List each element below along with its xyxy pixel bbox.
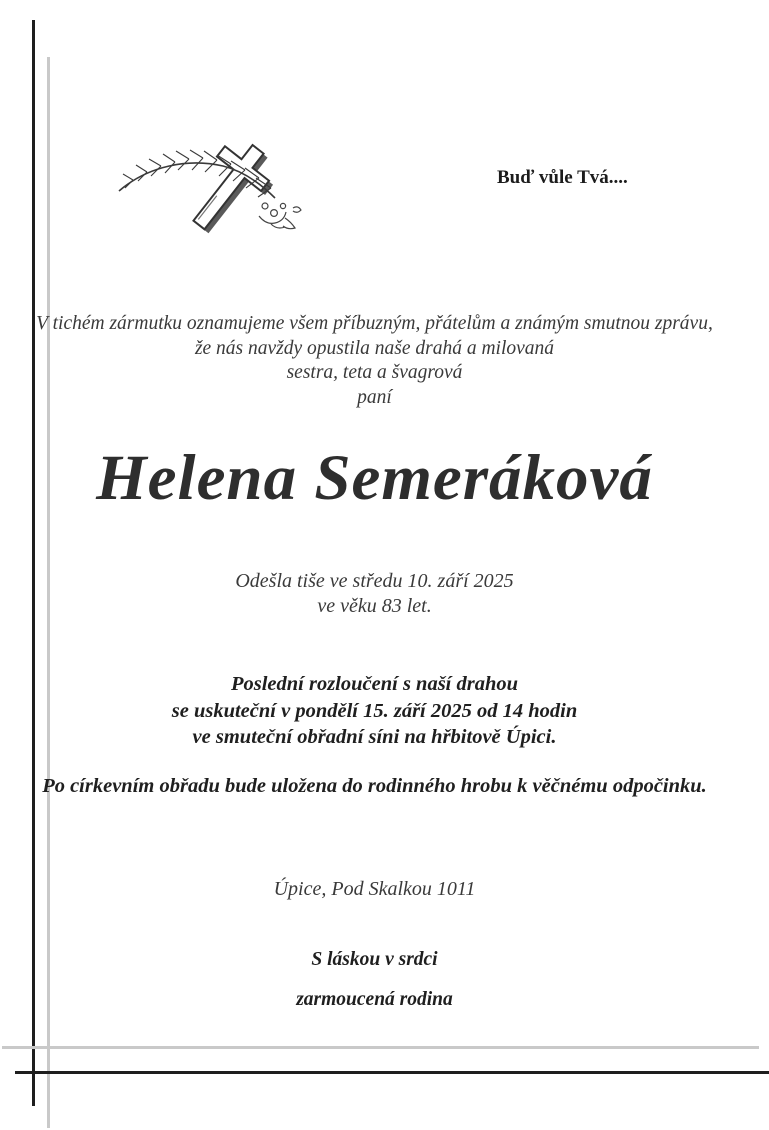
announcement-line-1: V tichém zármutku oznamujeme všem příbuzným, přátelům a známým smutnou zprávu, [36, 313, 713, 334]
border-line-horizontal-dark [15, 1071, 769, 1074]
flowers-icon [259, 203, 301, 229]
announcement-line-3: sestra, teta a švagrová [286, 362, 463, 383]
passing-line-1: Odešla tiše ve středu 10. září 2025 [235, 570, 514, 592]
motto-text: Buď vůle Tvá.... [497, 167, 628, 188]
passing-details [0, 569, 749, 619]
address-line: Úpice, Pod Skalkou 1011 [273, 878, 476, 900]
announcement-line-4: paní [357, 386, 392, 408]
closing-line-1: S láskou v srdci [311, 949, 438, 970]
ceremony-line-1: Poslední rozloučení s naší drahou [230, 673, 519, 695]
announcement-line-2: že nás navždy opustila naše drahá a milovaná [194, 337, 555, 359]
announcement-paragraph [0, 312, 749, 410]
closing-line-2: zarmoucená rodina [296, 989, 453, 1010]
border-line-horizontal-light [2, 1046, 759, 1049]
ceremony-details [0, 671, 749, 751]
ceremony-line-3: ve smuteční obřadní síni na hřbitově Úpici. [192, 726, 557, 748]
ceremony-line-2: se uskuteční v pondělí 15. září 2025 od 14 hodin [171, 699, 578, 722]
burial-note: Po církevním obřadu bude uložena do rodinného hrobu k věčnému odpočinku. [42, 775, 707, 797]
cross-and-palm-illustration [113, 136, 313, 248]
passing-line-2: ve věku 83 let. [317, 595, 432, 617]
deceased-name: Helena Semeráková [96, 442, 653, 514]
border-line-vertical-dark [32, 20, 35, 1106]
